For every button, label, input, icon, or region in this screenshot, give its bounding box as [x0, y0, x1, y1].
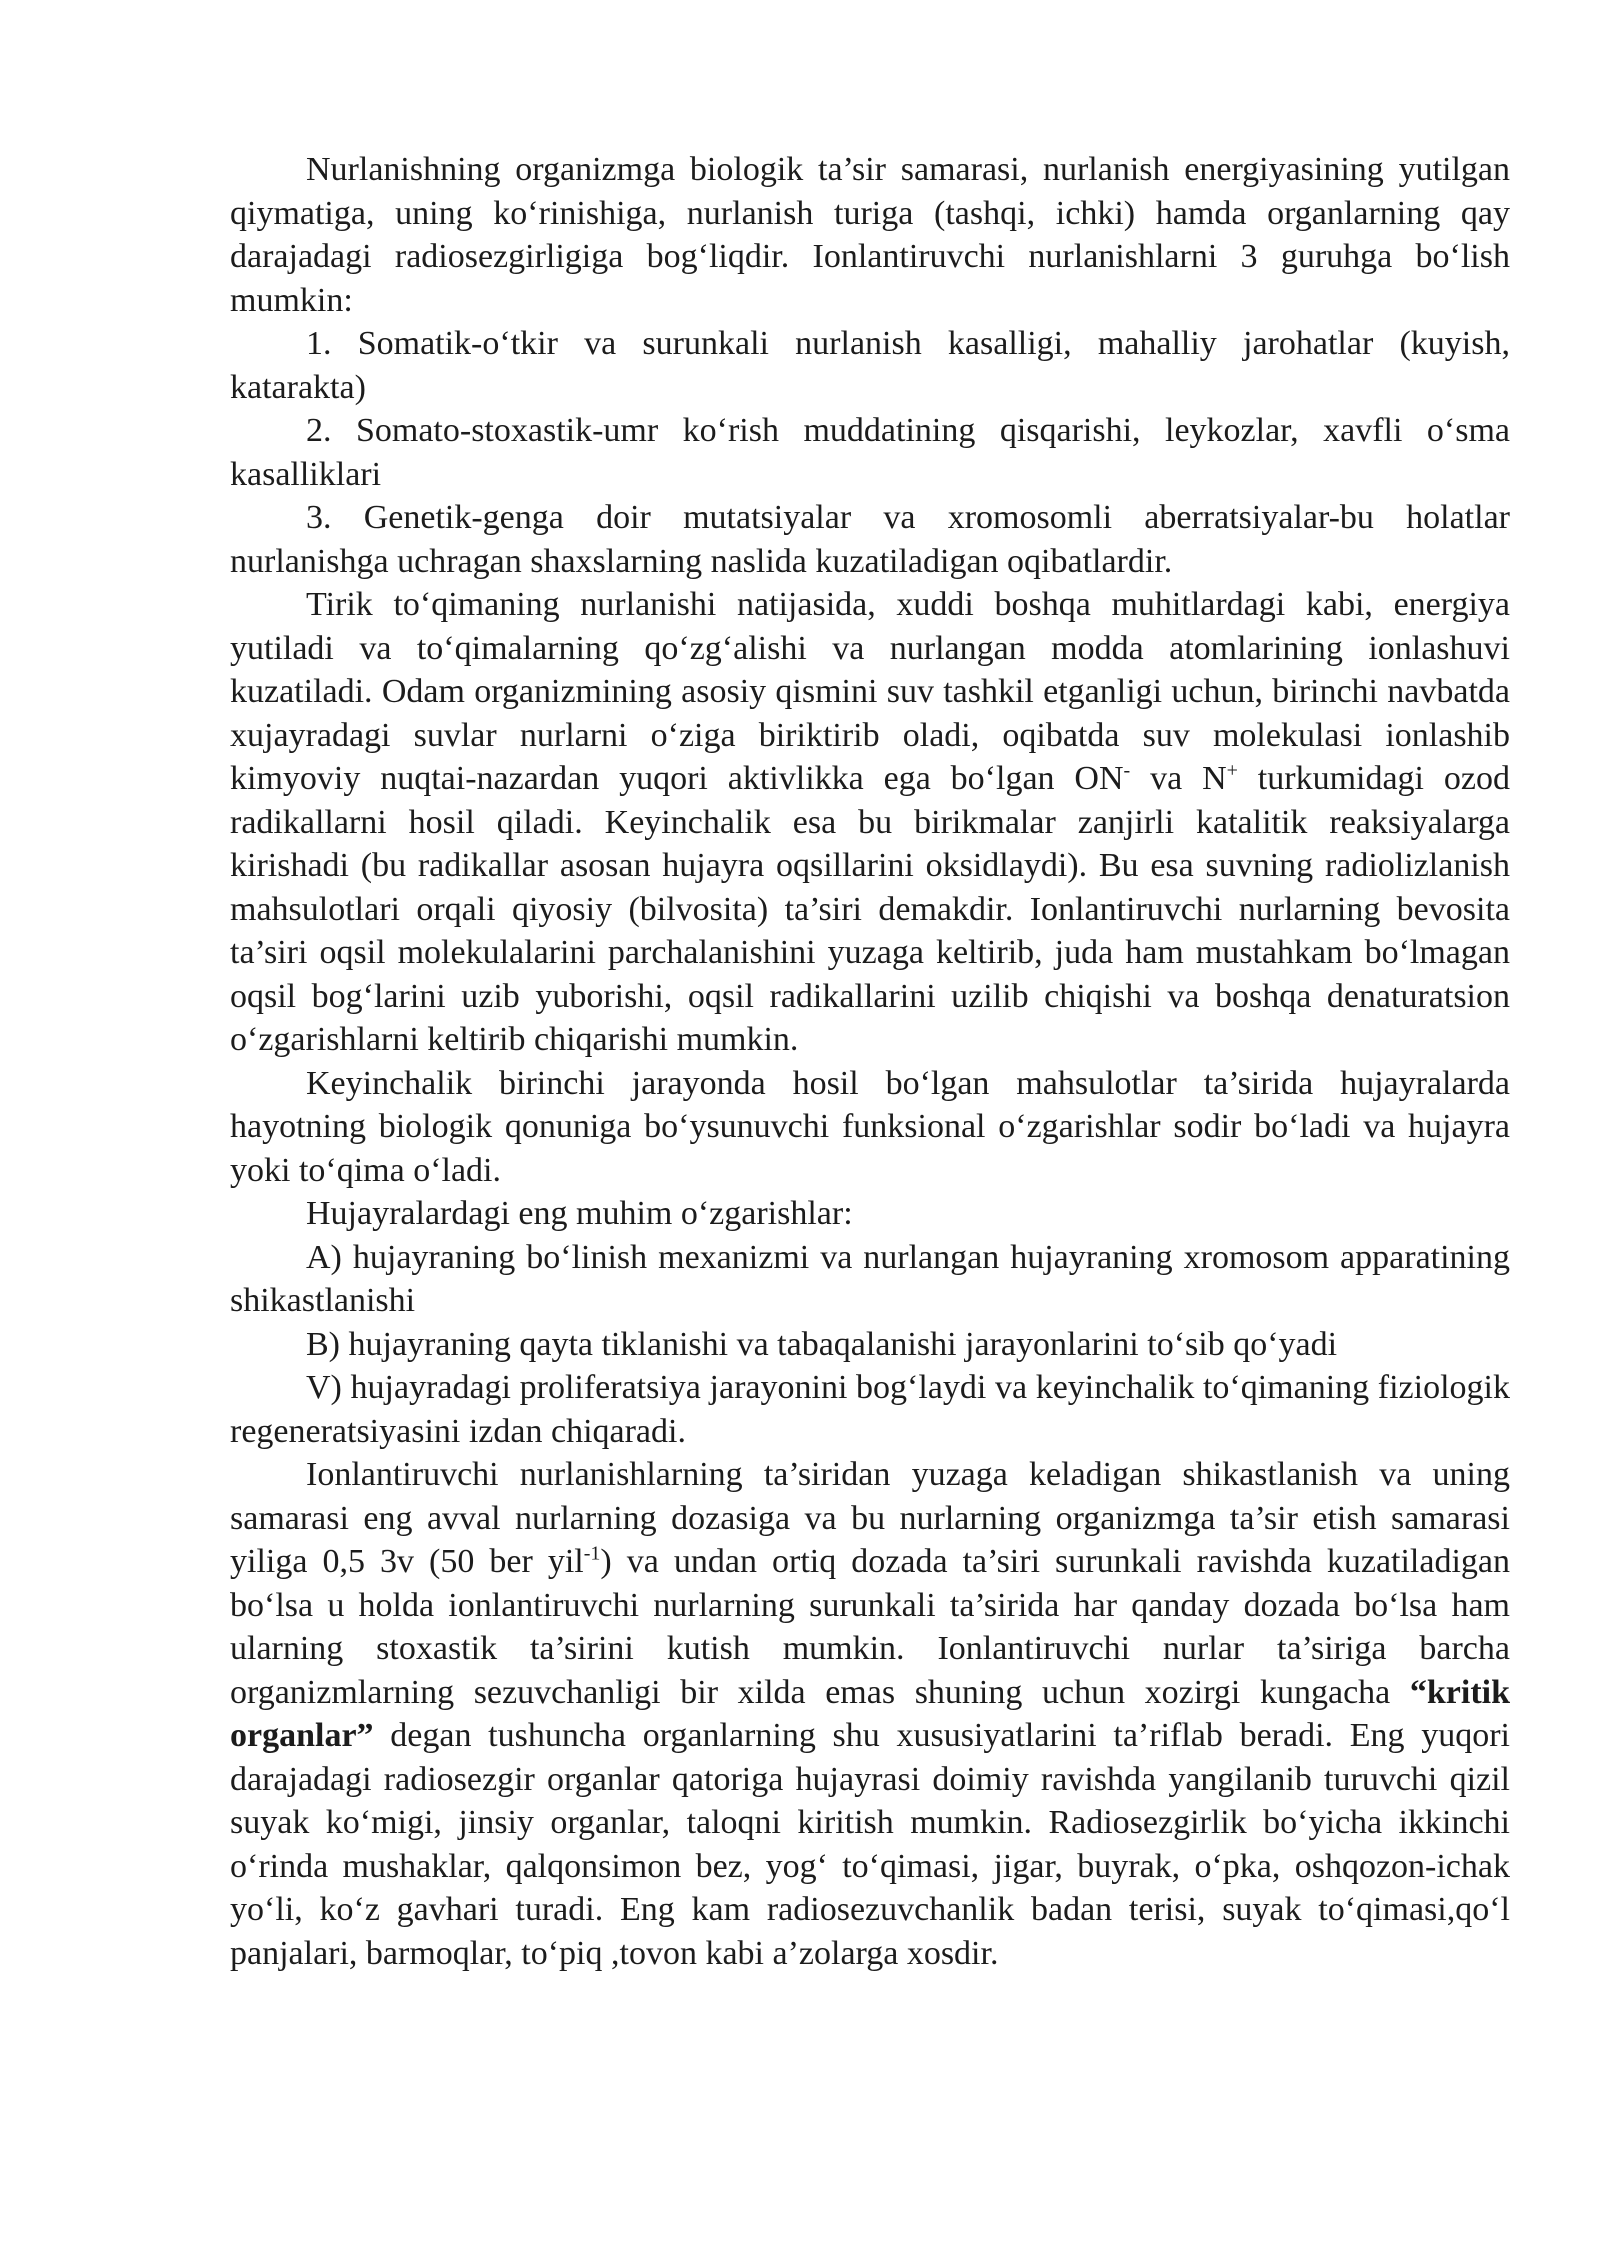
bold-term-critical-organs: “kritik organlar”: [230, 1673, 1510, 1754]
superscript-minus: -: [1123, 759, 1131, 782]
text-segment: turkumidagi ozod radikallarni hosil qiladi. Keyinchalik esa bu birikmalar zanjirli katalitik reaksiyalarga kirishadi (bu radikallar asosan hujayra oqsillarini oksidlaydi). Bu esa suvning radiolizlanish mahsulotlari orqali qiyosiy (bilvosita) ta’siri demakdir. Ionlantiruvchi nurlarning bevosita ta’siri oqsil molekulalarini parchalanishini yuzaga keltirib, juda ham mustahkam bo‘lmagan oqsil bog‘larini uzib yuborishi, oqsil radikallarini uzilib chiqishi va boshqa denaturatsion o‘zgarishlarni keltirib chiqarishi mumkin.: [230, 760, 1510, 1058]
superscript-minus-one: -1: [583, 1542, 601, 1565]
text-segment: va N: [1130, 760, 1227, 797]
list-item-a: A) hujayraning bo‘linish mexanizmi va nurlangan hujayraning xromosom apparatining shikastlanishi: [230, 1238, 1510, 1319]
text-segment: Tirik to‘qimaning nurlanishi natijasida, xuddi boshqa muhitlardagi kabi, energiya yutiladi va to‘qimalarning qo‘zg‘alishi va nurlangan modda atomlarining ionlashuvi kuzatiladi. Odam organizmining asosiy qismini suv tashkil etganligi uchun, birinchi navbatda xujayradagi suvlar nurlarni o‘ziga biriktirib oladi, oqibatda suv molekulasi ionlashib kimyoviy nuqtai-nazardan yuqori aktivlikka ega bo‘lgan ON: [230, 586, 1510, 797]
list-item-somatic: 1. Somatik-o‘tkir va surunkali nurlanish kasalligi, mahalliy jarohatlar (kuyish, katarakta): [230, 325, 1510, 406]
text-segment: Ionlantiruvchi nurlanishlarning ta’siridan yuzaga keladigan shikastlanish va uning samarasi eng avval nurlarning dozasiga va bu nurlarning organizmga ta’sir etish samarasi yiliga 0,5 3v (50 ber yil: [230, 1456, 1510, 1580]
paragraph-critical-organs: [230, 1453, 1510, 1975]
document-page: [230, 148, 1510, 1975]
list-item-v: V) hujayradagi proliferatsiya jarayonini bog‘laydi va keyinchalik to‘qimaning fiziologik regeneratsiyasini izdan chiqaradi.: [230, 1369, 1510, 1450]
list-item-genetic: 3. Genetik-genga doir mutatsiyalar va xromosomli aberratsiyalar-bu holatlar nurlanishga uchragan shaxslarning naslida kuzatiladigan oqibatlardir.: [230, 499, 1510, 580]
text-segment: degan tushuncha organlarning shu xususiyatlarini ta’riflab beradi. Eng yuqori darajadagi radiosezgir organlar qatoriga hujayrasi doimiy ravishda yangilanib turuvchi qizil suyak ko‘migi, jinsiy organlar, taloqni kiritish mumkin. Radiosezgirlik bo‘yicha ikkinchi o‘rinda mushaklar, qalqonsimon bez, yog‘ to‘qimasi, jigar, buyrak, o‘pka, oshqozon-ichak yo‘li, ko‘z gavhari turadi. Eng kam radiosezuvchanlik badan terisi, suyak to‘qimasi,qo‘l panjalari, barmoqlar, to‘piq ,tovon kabi a’zolarga xosdir.: [230, 1717, 1510, 1972]
paragraph-consequences: Keyinchalik birinchi jarayonda hosil bo‘lgan mahsulotlar ta’sirida hujayralarda hayotning biologik qonuniga bo‘ysunuvchi funksional o‘zgarishlar sodir bo‘ladi va hujayra yoki to‘qima o‘ladi.: [230, 1064, 1510, 1189]
paragraph-cell-changes-heading: Hujayralardagi eng muhim o‘zgarishlar:: [306, 1195, 853, 1232]
list-item-somato-stochastic: 2. Somato-stoxastik-umr ko‘rish muddatining qisqarishi, leykozlar, xavfli o‘sma kasalliklari: [230, 412, 1510, 493]
superscript-plus: +: [1226, 759, 1238, 782]
text-segment: ) va undan ortiq dozada ta’siri surunkali ravishda kuzatiladigan bo‘lsa u holda ionlantiruvchi nurlarning surunkali ta’sirida har qanday dozada bo‘lsa ham ularning stoxastik ta’sirini kutish mumkin. Ionlantiruvchi nurlar ta’siriga barcha organizmlarning sezuvchanligi bir xilda emas shuning uchun xozirgi kungacha: [230, 1543, 1510, 1711]
paragraph-intro: Nurlanishning organizmga biologik ta’sir samarasi, nurlanish energiyasining yutilgan qiymatiga, uning ko‘rinishiga, nurlanish turiga (tashqi, ichki) hamda organlarning qay darajadagi radiosezgirligiga bog‘liqdir. Ionlantiruvchi nurlanishlarni 3 guruhga bo‘lish mumkin:: [230, 151, 1510, 319]
paragraph-tissue-irradiation: [230, 583, 1510, 1062]
list-item-b: B) hujayraning qayta tiklanishi va tabaqalanishi jarayonlarini to‘sib qo‘yadi: [306, 1325, 1338, 1363]
